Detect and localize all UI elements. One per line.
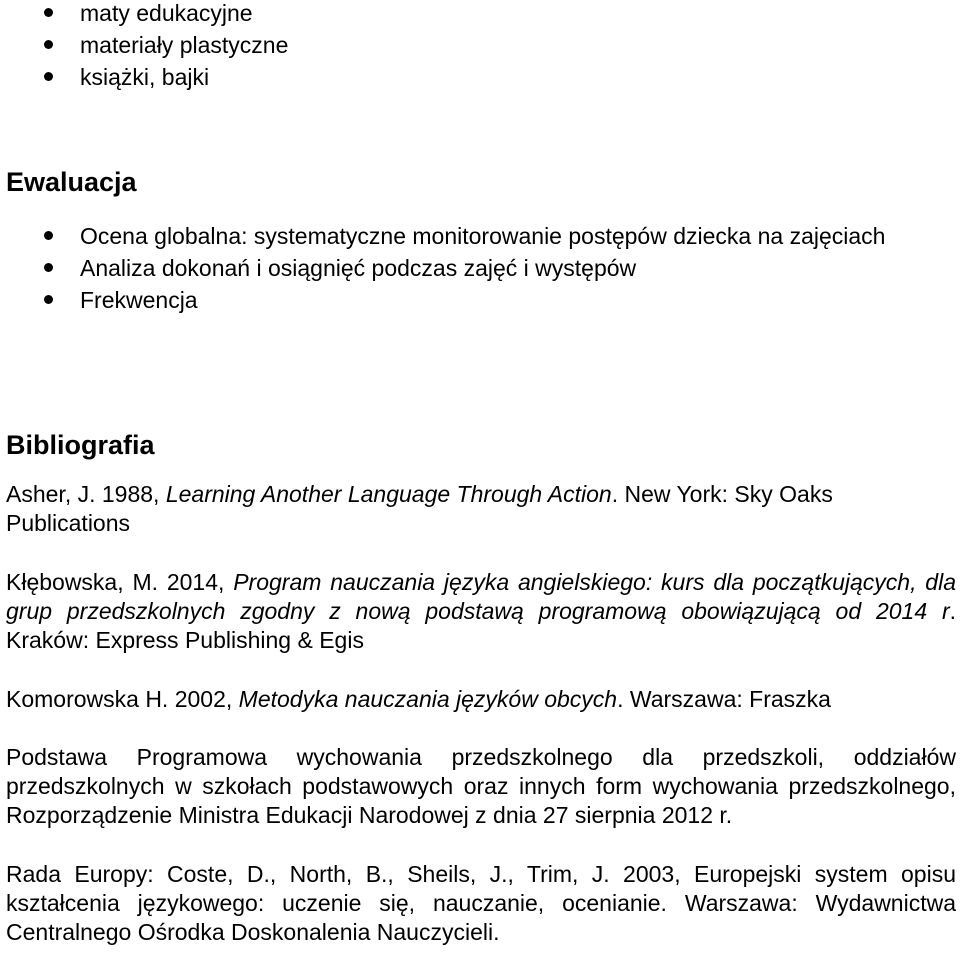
list-item: maty edukacyjne xyxy=(6,0,956,29)
list-item: Analiza dokonań i osiągnięć podczas zajęć i występów xyxy=(6,252,956,284)
bullet-icon xyxy=(44,8,53,17)
document-page xyxy=(6,0,956,947)
list-item: Frekwencja xyxy=(6,284,956,316)
bullet-icon xyxy=(44,263,53,272)
bullet-icon xyxy=(44,72,53,81)
evaluation-heading: Ewaluacja xyxy=(6,167,137,197)
materials-list xyxy=(6,0,956,93)
evaluation-list xyxy=(6,220,956,316)
list-item: książki, bajki xyxy=(6,61,956,93)
bibliography-entry-rada-europy: Rada Europy: Coste, D., North, B., Sheils, J., Trim, J. 2003, Europejski system opisu kształcenia językowego: uczenie się, nauczanie, ocenianie. Warszawa: Wydawnictwa Centralnego Ośrodka Doskonalenia Nauczycieli. xyxy=(6,861,956,945)
list-item: Ocena globalna: systematyczne monitorowanie postępów dziecka na zajęciach xyxy=(6,220,956,252)
bibliography-entry-klebowska: Kłębowska, M. 2014, Program nauczania języka angielskiego: kurs dla początkujących, dla grup przedszkolnych zgodny z nową podstawą programową obowiązującą od 2014 r. Kraków: Express Publishing & Egis xyxy=(6,569,956,653)
bibliography-heading: Bibliografia xyxy=(6,430,155,460)
bullet-icon xyxy=(44,295,53,304)
bullet-icon xyxy=(44,40,53,49)
bibliography-entry-podstawa: Podstawa Programowa wychowania przedszkolnego dla przedszkoli, oddziałów przedszkolnych w szkołach podstawowych oraz innych form wychowania przedszkolnego, Rozporządzenie Ministra Edukacji Narodowej z dnia 27 sierpnia 2012 r. xyxy=(6,744,956,828)
list-item: materiały plastyczne xyxy=(6,29,956,61)
bibliography-entry-asher: Asher, J. 1988, Learning Another Language Through Action. New York: Sky Oaks Publications xyxy=(6,481,833,536)
bullet-icon xyxy=(44,231,53,240)
bibliography-entry-komorowska: Komorowska H. 2002, Metodyka nauczania języków obcych. Warszawa: Fraszka xyxy=(6,686,831,712)
